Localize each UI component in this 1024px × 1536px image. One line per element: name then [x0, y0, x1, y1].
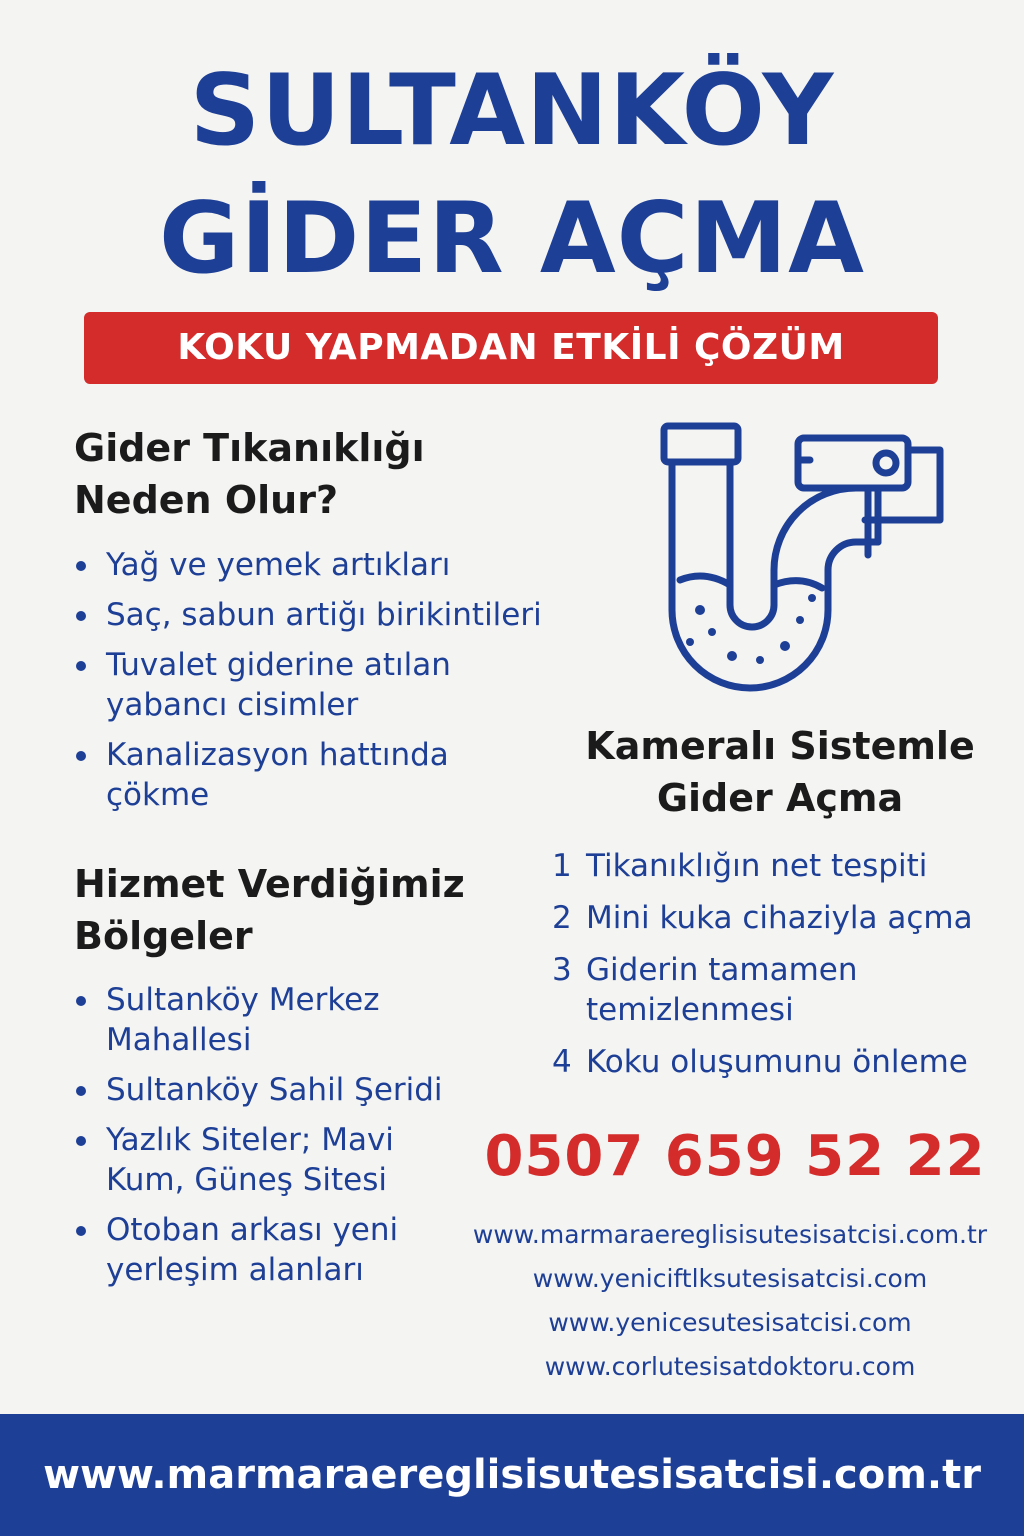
step-number: 4 [552, 1044, 572, 1080]
step-text: Koku oluşumunu önleme [586, 1044, 968, 1080]
list-item [72, 545, 612, 585]
list-item [552, 846, 1012, 886]
title-line-1: SULTANKÖY [189, 54, 835, 168]
website-link[interactable]: www.yenicesutesisatcisi.com [548, 1308, 912, 1337]
tagline-banner: KOKU YAPMADAN ETKİLİ ÇÖZÜM [84, 312, 938, 384]
list-item [72, 980, 456, 1060]
footer-website-link[interactable]: www.marmaraereglisisutesisatcisi.com.tr [43, 1452, 981, 1498]
step-number: 2 [552, 900, 572, 936]
bullet-icon [76, 1086, 86, 1096]
list-item [552, 898, 1012, 938]
region-text: Sultanköy Sahil Şeridi [106, 1072, 443, 1108]
region-text: Yazlık Siteler; Mavi Kum, Güneş Sitesi [106, 1122, 394, 1198]
step-text: Tikanıklığın net tespiti [586, 848, 928, 884]
list-item [72, 1070, 492, 1110]
region-text: Sultanköy Merkez Mahallesi [106, 982, 380, 1058]
phone-number[interactable]: 0507 659 52 22 [484, 1124, 986, 1189]
pipe-camera-icon [650, 420, 960, 720]
bullet-icon [76, 751, 86, 761]
list-item [72, 595, 612, 635]
list-item [552, 1042, 1012, 1082]
list-item [552, 950, 946, 1030]
cause-text: Kanalizasyon hattında çökme [106, 737, 449, 813]
list-item [72, 735, 526, 815]
step-number: 1 [552, 848, 572, 884]
website-link[interactable]: www.corlutesisatdoktoru.com [544, 1352, 916, 1381]
camera-heading-line-1: Kameralı Sistemle [585, 724, 975, 768]
bullet-icon [76, 1136, 86, 1146]
causes-heading [74, 422, 425, 526]
bullet-icon [76, 661, 86, 671]
camera-heading-line-2: Gider Açma [656, 776, 904, 820]
website-link[interactable]: www.yeniciftlksutesisatcisi.com [532, 1264, 928, 1293]
bullet-icon [76, 996, 86, 1006]
regions-heading-line-2: Bölgeler [74, 914, 253, 958]
causes-heading-line-1: Gider Tıkanıklığı [74, 426, 425, 470]
list-item [72, 1120, 466, 1200]
cause-text: Tuvalet giderine atılan yabancı cisimler [106, 647, 451, 723]
cause-text: Saç, sabun artiğı birikintileri [106, 597, 542, 633]
bullet-icon [76, 1226, 86, 1236]
step-number: 3 [552, 952, 572, 988]
regions-list [72, 980, 492, 1300]
step-text: Mini kuka cihaziyla açma [586, 900, 973, 936]
region-text: Otoban arkası yeni yerleşim alanları [106, 1212, 399, 1288]
list-item [72, 1210, 476, 1290]
bullet-icon [76, 611, 86, 621]
regions-heading-line-1: Hizmet Verdiğimiz [74, 862, 465, 906]
regions-heading [74, 858, 465, 962]
causes-heading-line-2: Neden Olur? [74, 478, 338, 522]
step-text: Giderin tamamen temizlenmesi [586, 952, 858, 1028]
list-item [72, 645, 526, 725]
footer-bar [0, 1414, 1024, 1536]
cause-text: Yağ ve yemek artıkları [106, 547, 451, 583]
website-link[interactable]: www.marmaraereglisisutesisatcisi.com.tr [472, 1220, 988, 1249]
camera-heading [520, 720, 1024, 824]
title-line-2: GİDER AÇMA [159, 182, 865, 296]
bullet-icon [76, 561, 86, 571]
camera-steps-list [552, 846, 1012, 1094]
